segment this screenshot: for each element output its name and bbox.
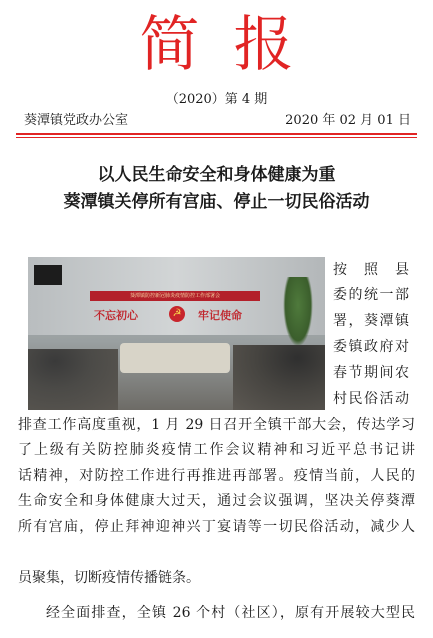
article-line: 生命安全和身体健康大过天，通过会议强调，坚决关停葵潭 — [18, 493, 415, 509]
header-rule-thick — [16, 133, 417, 135]
article-side-line: 委镇政府对 — [333, 339, 409, 355]
photo-slogan-left: 不忘初心 — [94, 309, 138, 322]
issue-number: （2020）第 4 期 — [165, 92, 268, 107]
masthead-title: 简报 — [139, 10, 328, 80]
photo-banner: 葵潭镇防控新冠肺炎疫情防控工作部署会 — [90, 291, 260, 301]
article-side-line: 署，葵潭镇 — [333, 313, 409, 329]
header-rule-thin — [16, 137, 417, 138]
publisher-row — [18, 112, 415, 130]
article-side-line: 委的统一部 — [333, 287, 409, 303]
publish-date: 2020 年 02 月 01 日 — [285, 113, 411, 128]
article-side-line: 按照县 — [333, 262, 409, 278]
article-line: 排查工作高度重视，1 月 29 日召开全镇干部大会，传达学习 — [18, 417, 415, 433]
article-line: 员聚集，切断疫情传播链条。 — [18, 570, 200, 586]
photo-screen — [34, 265, 62, 285]
publisher-org: 葵潭镇党政办公室 — [24, 113, 129, 128]
party-emblem-icon: ☭ — [169, 306, 185, 322]
photo-attendees-right — [233, 345, 325, 410]
headline-line-1: 以人民生命安全和身体健康为重 — [97, 165, 336, 185]
photo-plant — [283, 277, 313, 347]
photo-meeting-table — [120, 343, 230, 373]
headline-line-2: 葵潭镇关停所有宫庙、停止一切民俗活动 — [63, 192, 370, 212]
photo-attendees-left — [28, 349, 118, 410]
article-line: 经全面排查，全镇 26 个村（社区），原有开展较大型民 — [46, 605, 415, 621]
article-line: 所有宫庙，停止拜神迎神兴丁宴请等一切民俗活动，减少人 — [18, 519, 415, 535]
meeting-photo — [28, 257, 325, 410]
photo-slogan-right: 牢记使命 — [198, 309, 242, 322]
article-line: 了上级有关防控肺炎疫情工作会议精神和习近平总书记讲 — [18, 442, 415, 458]
article-side-line: 村民俗活动 — [333, 391, 409, 407]
article-line: 话精神，对防控工作进行再推进再部署。疫情当前，人民的 — [18, 468, 415, 484]
article-side-line: 春节期间农 — [333, 365, 409, 381]
